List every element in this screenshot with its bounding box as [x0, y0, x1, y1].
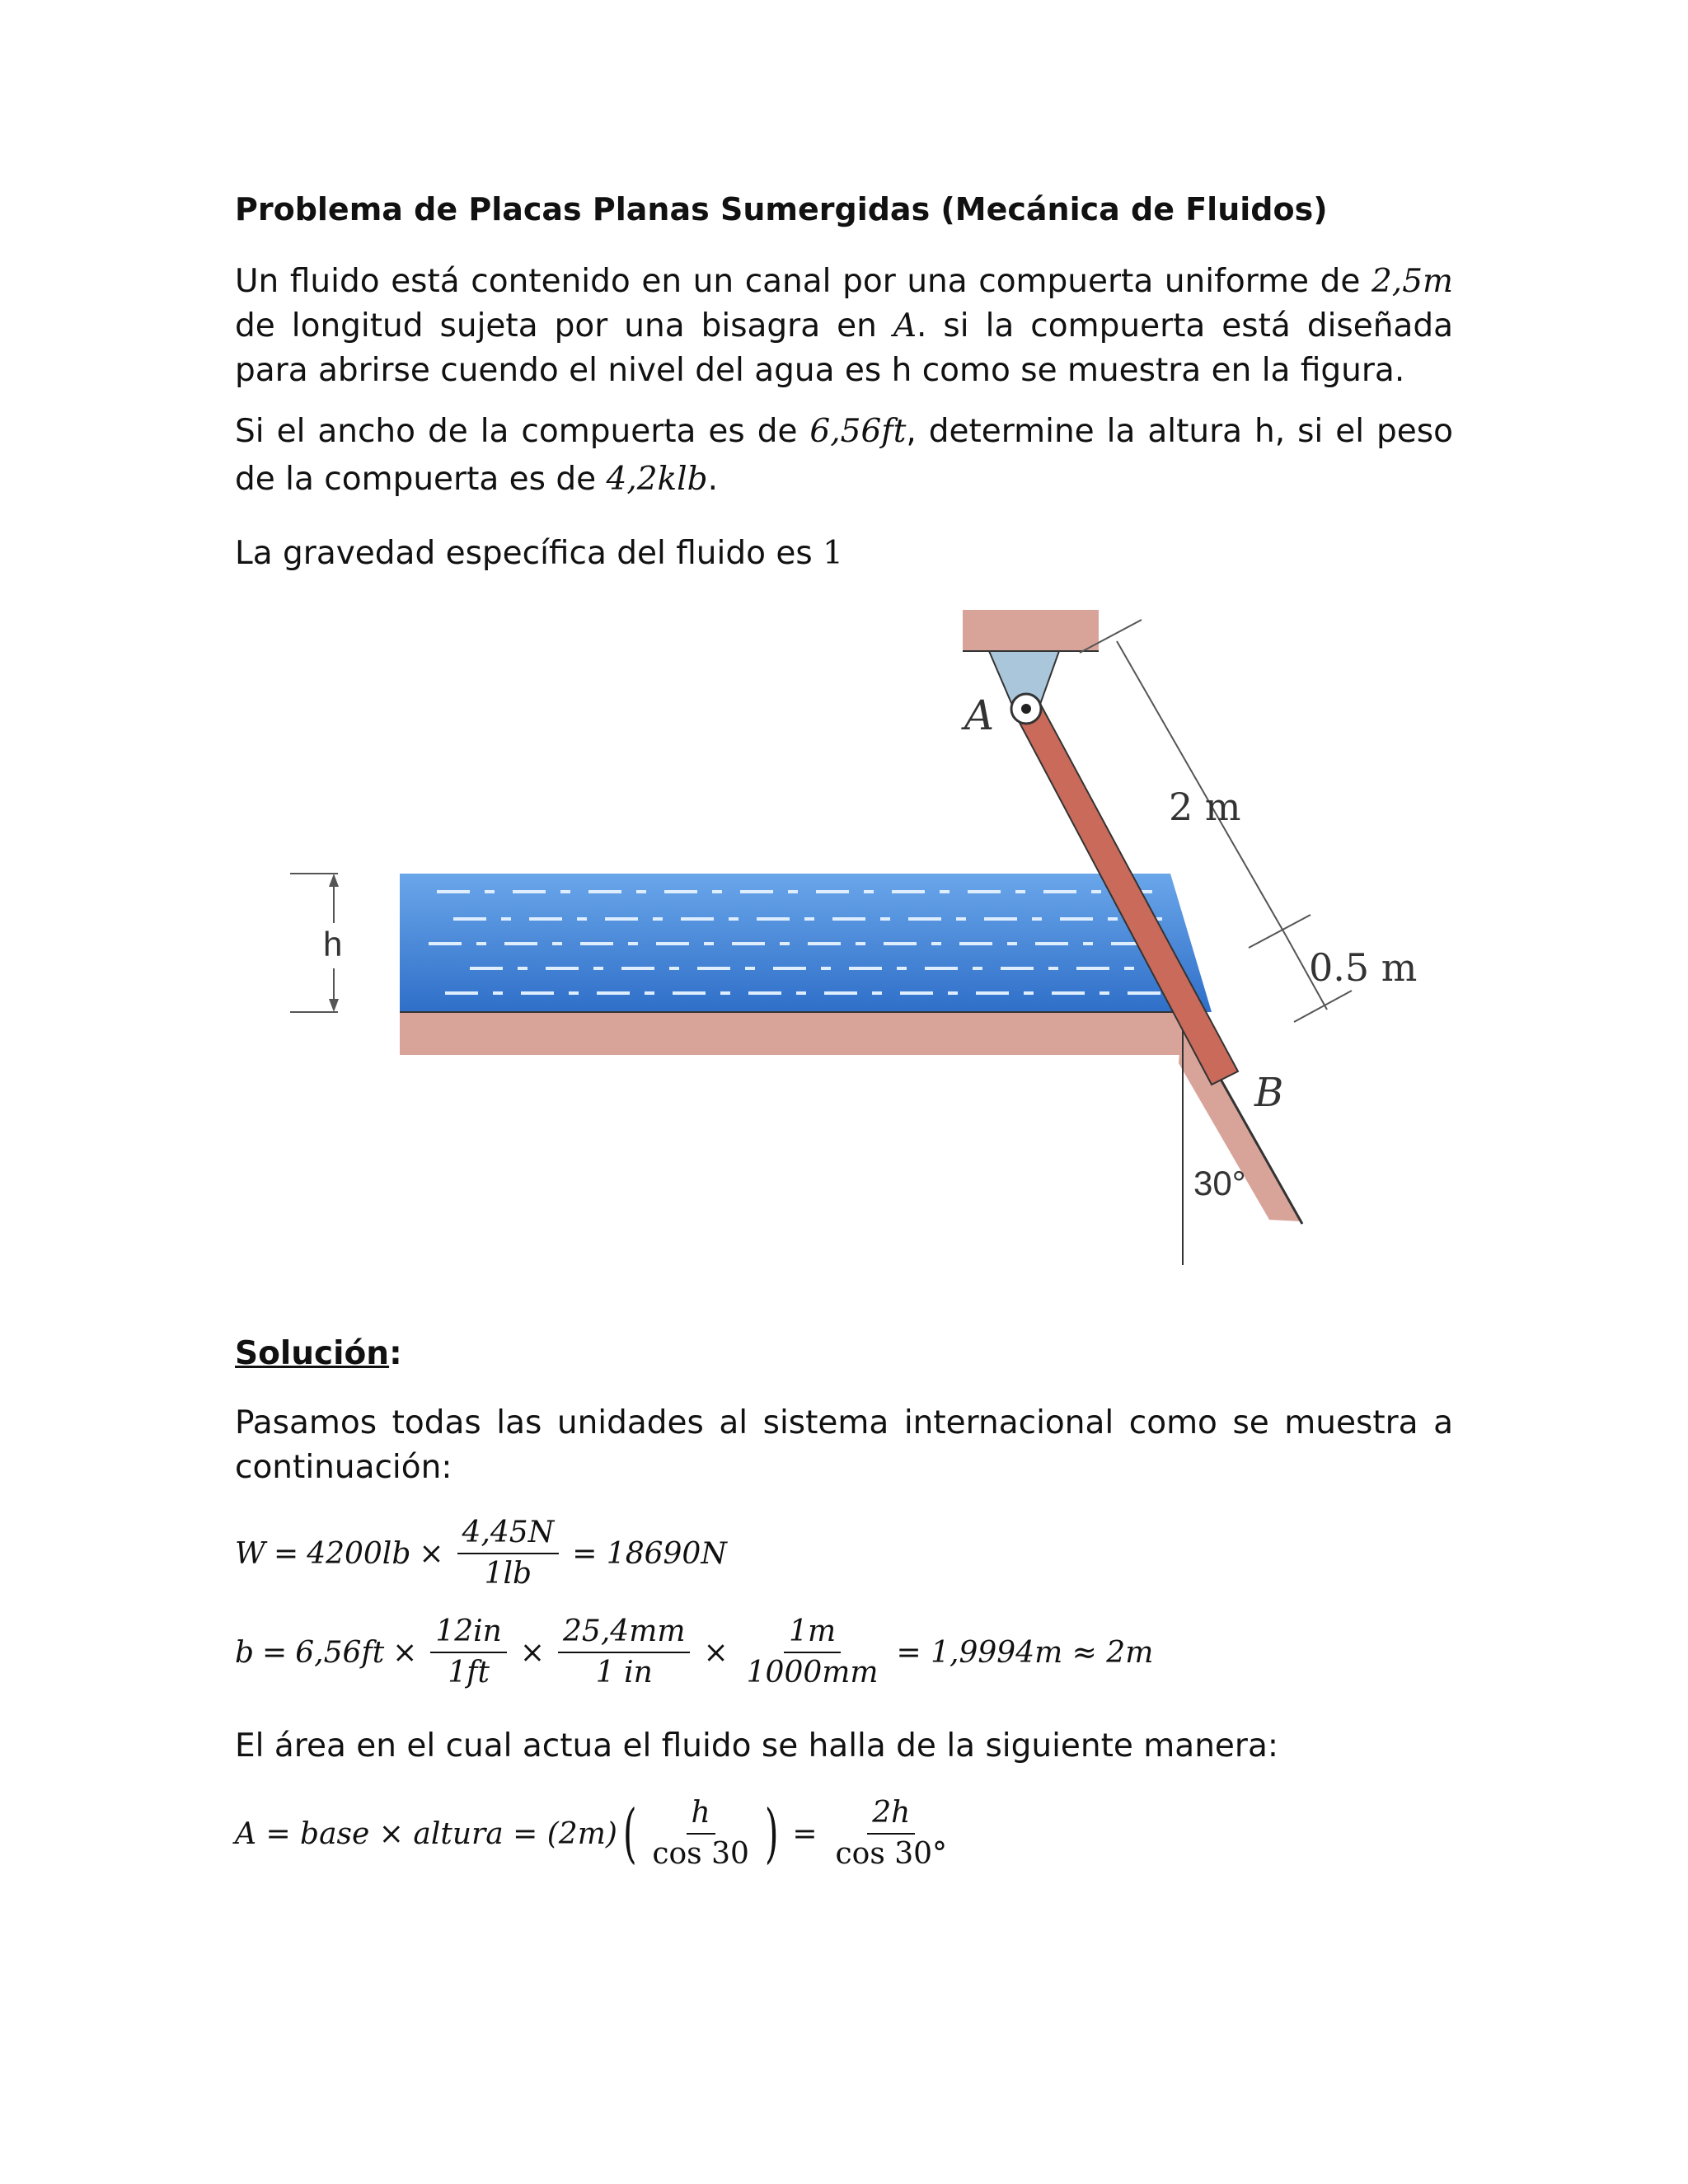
dim-label-05m: 0.5 m	[1309, 945, 1418, 990]
dim-label-2m: 2 m	[1169, 785, 1241, 829]
area-paragraph: El área en el cual actua el fluido se halla de la siguiente manera:	[235, 1727, 1278, 1765]
equation-width: b = 6,56ft × $\frac{12in}{1ft}$ × $\frac{25,4mm}{1 in}$ × $\frac{1m}{1000mm}$ = 1,9994m ≈ 2m	[235, 1615, 1154, 1690]
depth-label: h	[323, 925, 343, 963]
channel-floor	[400, 1012, 1187, 1055]
solution-heading: Solución:	[235, 1335, 402, 1372]
problem-paragraph-1: Un fluido está contenido en un canal por una compuerta uniforme de 2,5m de longitud sujeta por una bisagra en A. si la compuerta está diseñada para abrirse cuendo el nivel del agua es h como se muestra en la figura.	[235, 263, 1453, 389]
fraction: $\frac{25,4mm}{1 in}$	[558, 1615, 690, 1690]
angle-label: 30°	[1193, 1164, 1246, 1202]
equation-weight: W = 4200lb × $\frac{4,45N}{1lb}$ = 18690N	[235, 1516, 727, 1591]
fraction: $\frac{12in}{1ft}$	[430, 1615, 507, 1690]
document-title: Problema de Placas Planas Sumergidas (Mecánica de Fluidos)	[235, 191, 1328, 227]
fraction: $\frac{h}{\cos 30}$	[652, 1796, 749, 1871]
fraction: $\frac{2h}{\cos 30^\circ}$	[835, 1796, 948, 1871]
hinge-label: A	[964, 691, 995, 739]
equation-area: A = base × altura = (2m) ( $\frac{h}{\cos 30}$ ) = $\frac{2h}{\cos 30^\circ}$	[235, 1797, 957, 1871]
ceiling-support	[963, 610, 1099, 651]
problem-paragraph-3: La gravedad específica del fluido es 1	[235, 535, 843, 572]
gate-diagram	[280, 593, 1451, 1277]
fraction: $\frac{1m}{1000mm}$	[746, 1615, 879, 1690]
end-label: B	[1254, 1070, 1284, 1116]
solution-paragraph: Pasamos todas las unidades al sistema internacional como se muestra a continuación:	[235, 1404, 1453, 1486]
problem-paragraph-2: Si el ancho de la compuerta es de 6,56ft, determine la altura h, si el peso de la compuerta es de 4,2klb.	[235, 413, 1453, 498]
fraction: $\frac{4,45N}{1lb}$	[457, 1516, 560, 1591]
